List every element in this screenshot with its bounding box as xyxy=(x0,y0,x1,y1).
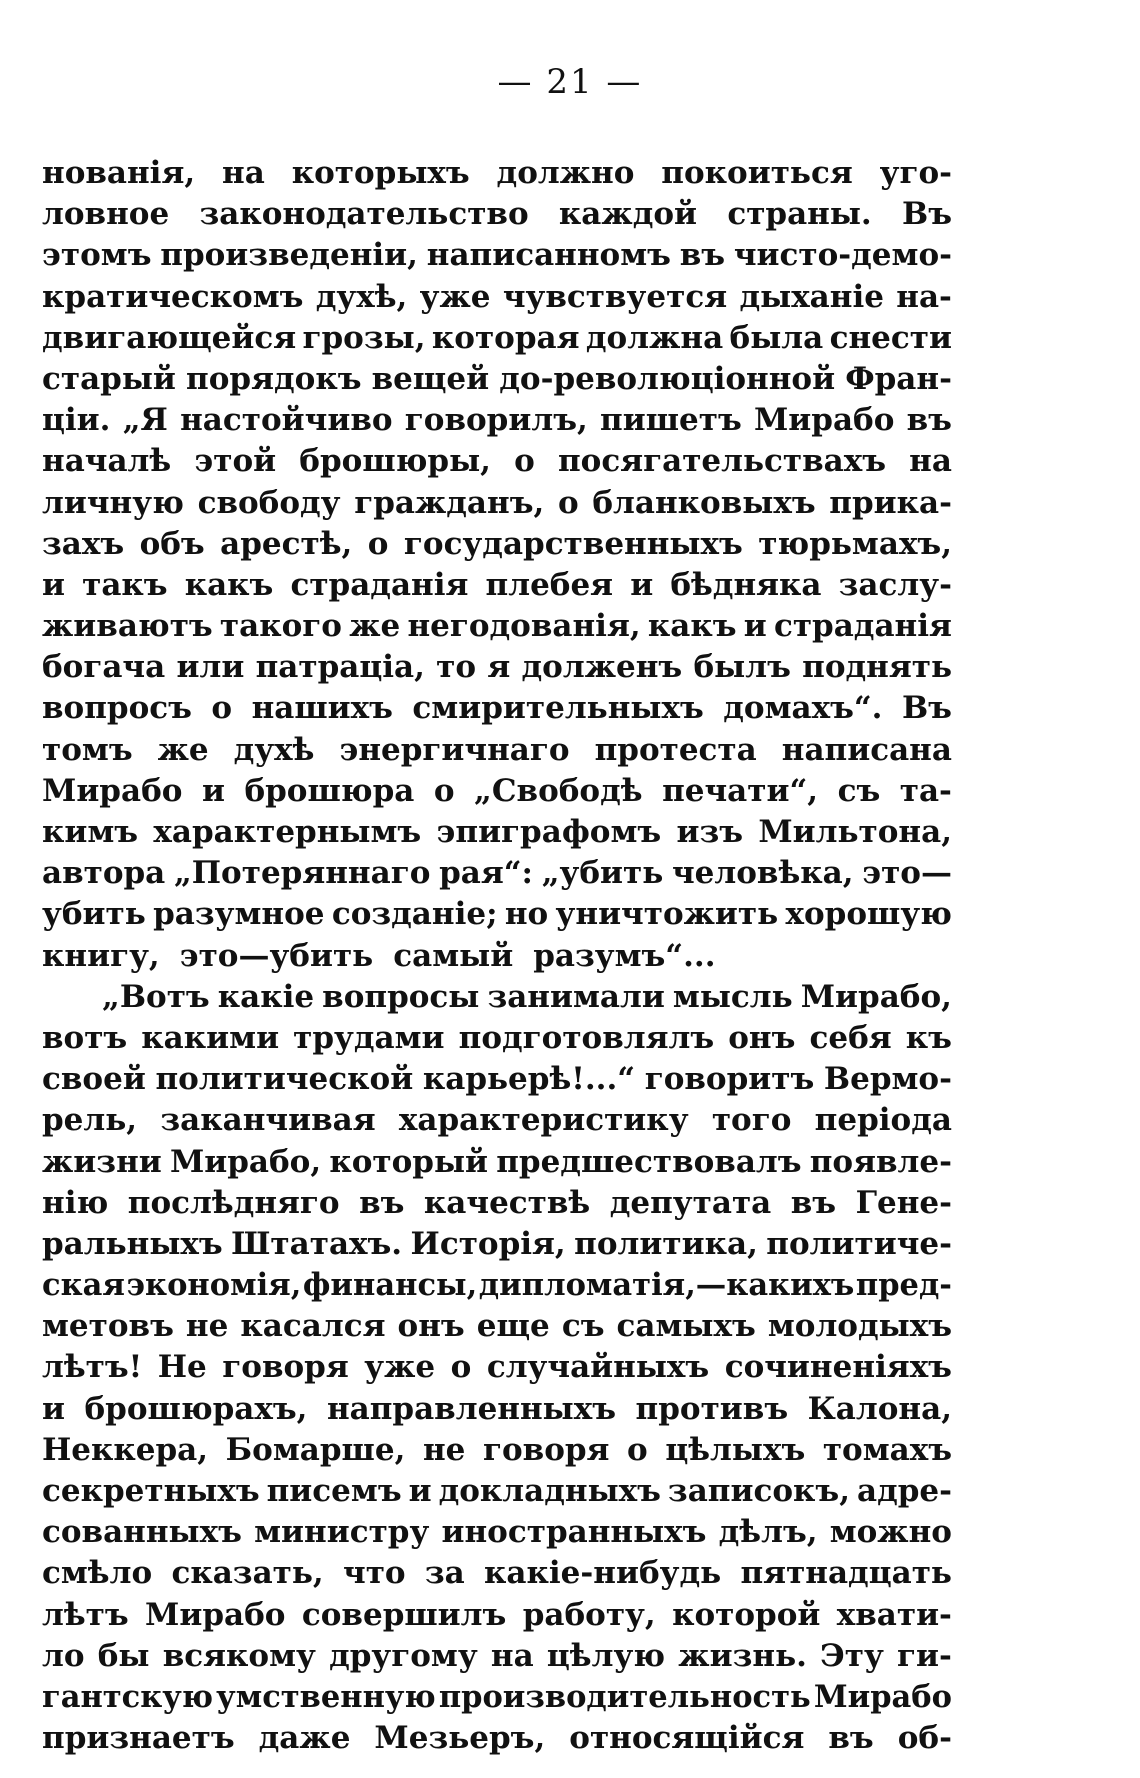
text-line: богача или патраціа, то я долженъ былъ поднять xyxy=(42,649,952,686)
text-line: „Вотъ какіе вопросы занимали мысль Мирабо, xyxy=(102,978,952,1015)
text-line: кратическомъ духѣ, уже чувствуется дыханіе на- xyxy=(42,278,952,315)
text-line: этомъ произведеніи, написанномъ въ чисто-демо- xyxy=(42,237,952,274)
text-line: смѣло сказать, что за какіе-нибудь пятнадцать xyxy=(42,1555,952,1592)
body-text xyxy=(42,153,952,1759)
text-line: Мирабо и брошюра о „Свободѣ печати“, съ та- xyxy=(42,772,952,809)
text-line: двигающейся грозы, которая должна была снести xyxy=(42,319,952,356)
text-line: убить разумное созданіе; но уничтожить хорошую xyxy=(42,896,952,933)
text-line: метовъ не касался онъ еще съ самыхъ молодыхъ xyxy=(42,1308,952,1345)
text-line: лѣтъ Мирабо совершилъ работу, которой хвати- xyxy=(42,1596,952,1633)
text-line: своей политической карьерѣ!...“ говоритъ Вермо- xyxy=(42,1061,952,1098)
text-line: сованныхъ министру иностранныхъ дѣлъ, можно xyxy=(42,1514,952,1551)
text-line: вопросъ о нашихъ смирительныхъ домахъ“. Въ xyxy=(42,690,952,727)
text-line: ло бы всякому другому на цѣлую жизнь. Эту ги- xyxy=(42,1637,952,1674)
text-line: ская экономія, финансы, дипломатія,—какихъ пред- xyxy=(42,1267,952,1304)
text-line: ціи. „Я настойчиво говорилъ, пишетъ Мирабо въ xyxy=(42,402,952,439)
text-line: живаютъ такого же негодованія, какъ и страданія xyxy=(42,608,952,645)
text-line: и такъ какъ страданія плебея и бѣдняка заслу- xyxy=(42,566,952,603)
text-line: ловное законодательство каждой страны. Въ xyxy=(42,196,952,233)
text-line: лѣтъ! Не говоря уже о случайныхъ сочиненіяхъ xyxy=(42,1349,952,1386)
text-line: нію послѣдняго въ качествѣ депутата въ Гене- xyxy=(42,1184,952,1221)
text-line: кимъ характернымъ эпиграфомъ изъ Мильтона, xyxy=(42,814,952,850)
text-line: началѣ этой брошюры, о посягательствахъ на xyxy=(42,443,952,480)
text-line: жизни Мирабо, который предшествовалъ появле- xyxy=(42,1143,952,1180)
text-line: и брошюрахъ, направленныхъ противъ Калона, xyxy=(42,1390,952,1427)
text-line: секретныхъ писемъ и докладныхъ записокъ, адре- xyxy=(42,1473,952,1509)
text-line: гантскую умственную производительность Мирабо xyxy=(42,1678,952,1715)
text-line: томъ же духѣ энергичнаго протеста написана xyxy=(42,731,952,768)
text-line: личную свободу гражданъ, о бланковыхъ прика- xyxy=(42,484,952,521)
text-line: старый порядокъ вещей до-революціонной Фран- xyxy=(42,360,952,397)
text-line: автора „Потеряннаго рая“: „убить человѣка, это— xyxy=(42,855,952,892)
text-line: нованія, на которыхъ должно покоиться уго- xyxy=(42,155,952,191)
text-line: рель, заканчивая характеристику того періода xyxy=(42,1102,952,1139)
text-line: вотъ какими трудами подготовлялъ онъ себя къ xyxy=(42,1019,952,1056)
text-line: захъ объ арестѣ, о государственныхъ тюрьмахъ, xyxy=(42,525,952,562)
text-line: книгу, это—убить самый разумъ“... xyxy=(42,937,716,974)
text-line: Неккера, Бомарше, не говоря о цѣлыхъ томахъ xyxy=(42,1431,952,1468)
text-line: ральныхъ Штатахъ. Исторія, политика, политиче- xyxy=(42,1225,952,1262)
text-line: признаетъ даже Мезьеръ, относящійся въ об- xyxy=(42,1720,952,1757)
page-number: — 21 — xyxy=(497,62,643,102)
